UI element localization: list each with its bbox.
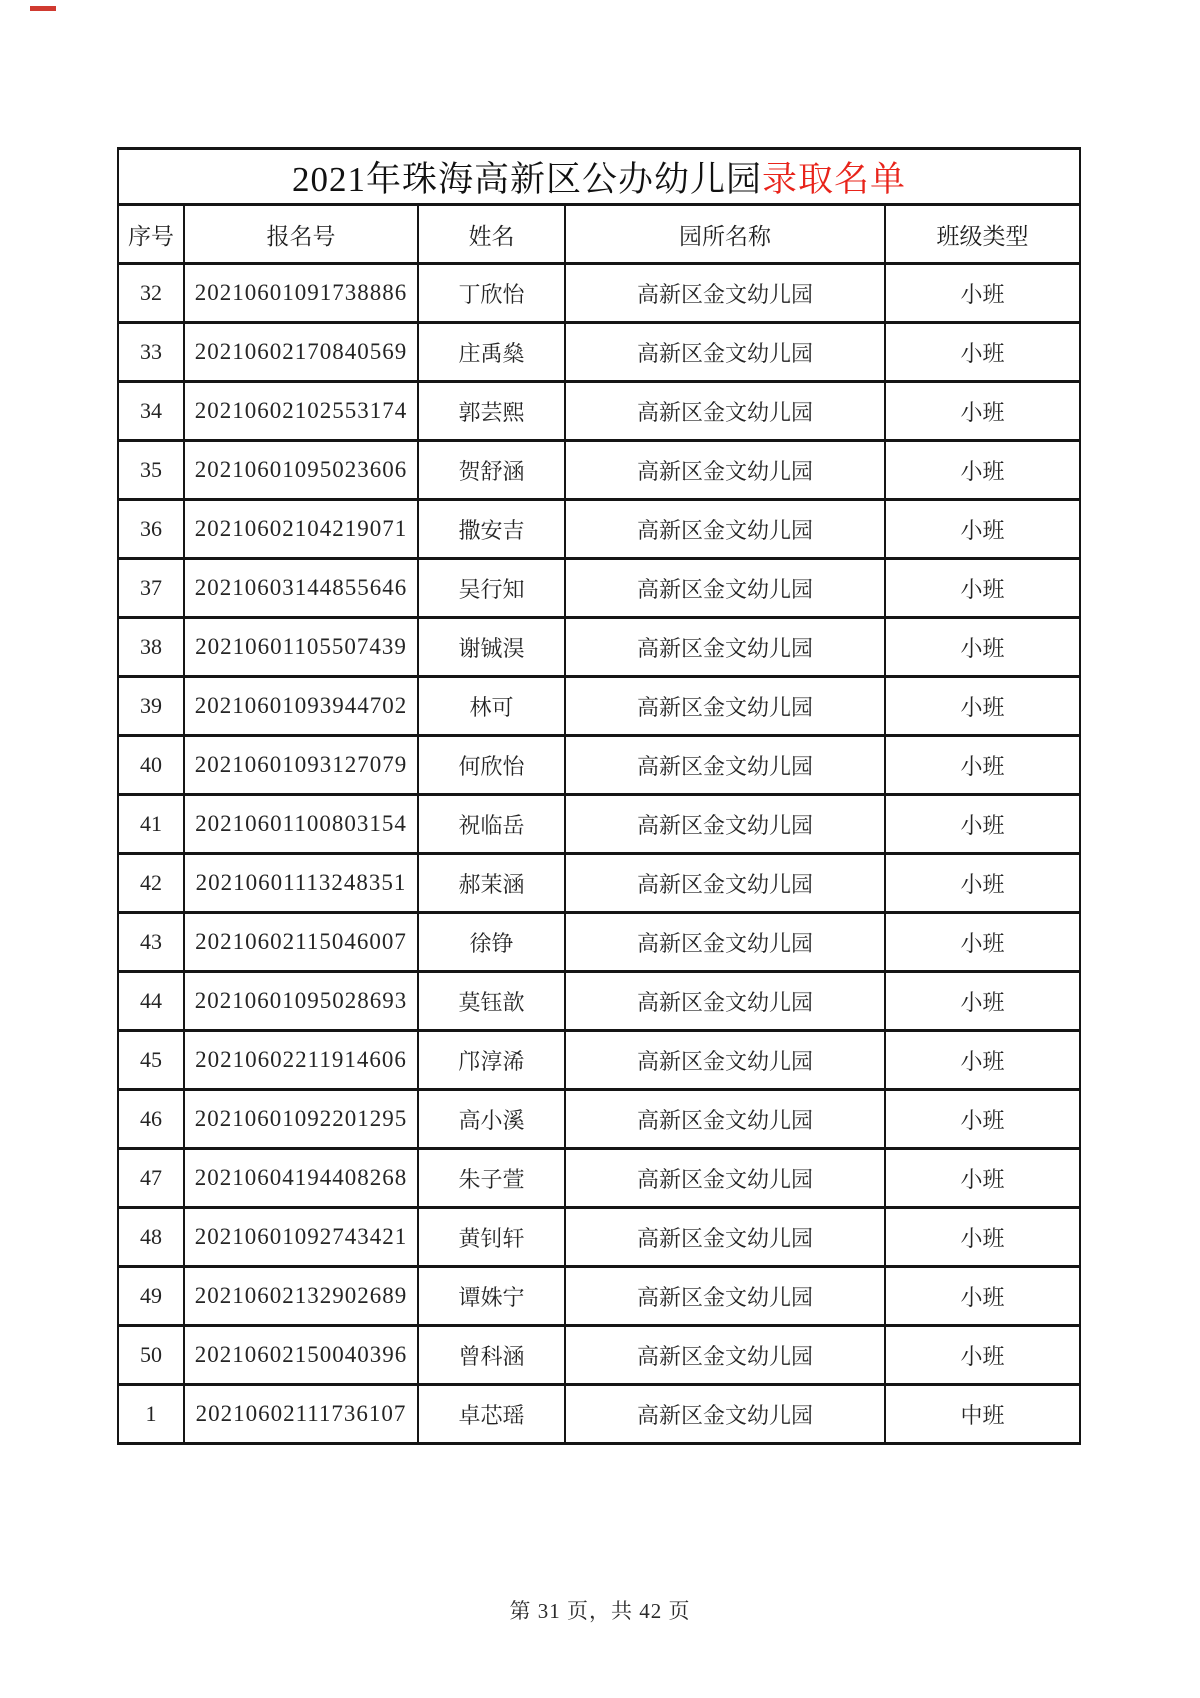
cell-name: 谢铖淏 xyxy=(418,618,565,677)
table-row xyxy=(118,618,1080,677)
table-row xyxy=(118,500,1080,559)
header-reg-no: 报名号 xyxy=(184,205,418,264)
cell-name: 撒安吉 xyxy=(418,500,565,559)
cell-name: 卓芯瑶 xyxy=(418,1385,565,1444)
cell-name: 庄禹燊 xyxy=(418,323,565,382)
cell-seq: 39 xyxy=(118,677,184,736)
cell-seq: 32 xyxy=(118,264,184,323)
table-row xyxy=(118,913,1080,972)
cell-class-type: 小班 xyxy=(885,1267,1080,1326)
cell-name: 高小溪 xyxy=(418,1090,565,1149)
table-row xyxy=(118,1267,1080,1326)
cell-reg-no: 20210602150040396 xyxy=(184,1326,418,1385)
page-title-red: 录取名单 xyxy=(762,159,907,199)
cell-reg-no: 20210602115046007 xyxy=(184,913,418,972)
table-row xyxy=(118,1149,1080,1208)
table-row xyxy=(118,323,1080,382)
cell-school: 高新区金文幼儿园 xyxy=(565,500,885,559)
cell-name: 邝淳浠 xyxy=(418,1031,565,1090)
cell-seq: 46 xyxy=(118,1090,184,1149)
cell-school: 高新区金文幼儿园 xyxy=(565,736,885,795)
cell-name: 丁欣怡 xyxy=(418,264,565,323)
cell-class-type: 小班 xyxy=(885,795,1080,854)
cell-seq: 38 xyxy=(118,618,184,677)
cell-school: 高新区金文幼儿园 xyxy=(565,1267,885,1326)
cell-reg-no: 20210601091738886 xyxy=(184,264,418,323)
cell-seq: 41 xyxy=(118,795,184,854)
cell-class-type: 小班 xyxy=(885,972,1080,1031)
cell-name: 谭姝宁 xyxy=(418,1267,565,1326)
table-row xyxy=(118,264,1080,323)
cell-name: 贺舒涵 xyxy=(418,441,565,500)
cell-seq: 36 xyxy=(118,500,184,559)
cell-school: 高新区金文幼儿园 xyxy=(565,1090,885,1149)
cell-school: 高新区金文幼儿园 xyxy=(565,1385,885,1444)
cell-seq: 43 xyxy=(118,913,184,972)
cell-reg-no: 20210602111736107 xyxy=(184,1385,418,1444)
cell-reg-no: 20210602211914606 xyxy=(184,1031,418,1090)
cell-reg-no: 20210602104219071 xyxy=(184,500,418,559)
cell-reg-no: 20210602102553174 xyxy=(184,382,418,441)
table-title-row xyxy=(118,149,1080,205)
cell-seq: 44 xyxy=(118,972,184,1031)
page-title xyxy=(118,149,1080,205)
cell-class-type: 小班 xyxy=(885,441,1080,500)
cell-name: 徐铮 xyxy=(418,913,565,972)
cell-name: 吴行知 xyxy=(418,559,565,618)
cell-reg-no: 20210604194408268 xyxy=(184,1149,418,1208)
cell-school: 高新区金文幼儿园 xyxy=(565,913,885,972)
cell-class-type: 小班 xyxy=(885,1208,1080,1267)
table-row xyxy=(118,677,1080,736)
scan-artifact-mark xyxy=(30,6,56,11)
cell-seq: 35 xyxy=(118,441,184,500)
cell-reg-no: 20210601092743421 xyxy=(184,1208,418,1267)
cell-seq: 49 xyxy=(118,1267,184,1326)
cell-school: 高新区金文幼儿园 xyxy=(565,795,885,854)
cell-school: 高新区金文幼儿园 xyxy=(565,559,885,618)
cell-class-type: 小班 xyxy=(885,1031,1080,1090)
table-row xyxy=(118,382,1080,441)
cell-seq: 47 xyxy=(118,1149,184,1208)
cell-class-type: 小班 xyxy=(885,618,1080,677)
cell-school: 高新区金文幼儿园 xyxy=(565,1208,885,1267)
cell-class-type: 小班 xyxy=(885,913,1080,972)
cell-class-type: 小班 xyxy=(885,1090,1080,1149)
cell-class-type: 小班 xyxy=(885,854,1080,913)
table-row xyxy=(118,559,1080,618)
cell-seq: 37 xyxy=(118,559,184,618)
admission-list-table xyxy=(117,147,1081,1445)
cell-school: 高新区金文幼儿园 xyxy=(565,677,885,736)
cell-reg-no: 20210601095028693 xyxy=(184,972,418,1031)
cell-school: 高新区金文幼儿园 xyxy=(565,1326,885,1385)
cell-class-type: 小班 xyxy=(885,677,1080,736)
cell-school: 高新区金文幼儿园 xyxy=(565,972,885,1031)
cell-name: 黄钊轩 xyxy=(418,1208,565,1267)
cell-school: 高新区金文幼儿园 xyxy=(565,618,885,677)
cell-name: 莫钰歆 xyxy=(418,972,565,1031)
cell-class-type: 中班 xyxy=(885,1385,1080,1444)
table-header-row xyxy=(118,205,1080,264)
cell-seq: 33 xyxy=(118,323,184,382)
cell-school: 高新区金文幼儿园 xyxy=(565,441,885,500)
header-school: 园所名称 xyxy=(565,205,885,264)
cell-class-type: 小班 xyxy=(885,1326,1080,1385)
cell-reg-no: 20210601100803154 xyxy=(184,795,418,854)
cell-class-type: 小班 xyxy=(885,1149,1080,1208)
cell-name: 郭芸熙 xyxy=(418,382,565,441)
table-row xyxy=(118,736,1080,795)
cell-reg-no: 20210601093127079 xyxy=(184,736,418,795)
cell-class-type: 小班 xyxy=(885,323,1080,382)
table-row xyxy=(118,441,1080,500)
cell-reg-no: 20210603144855646 xyxy=(184,559,418,618)
cell-class-type: 小班 xyxy=(885,264,1080,323)
cell-name: 祝临岳 xyxy=(418,795,565,854)
table-row xyxy=(118,854,1080,913)
cell-class-type: 小班 xyxy=(885,500,1080,559)
table-row xyxy=(118,795,1080,854)
cell-reg-no: 20210601092201295 xyxy=(184,1090,418,1149)
table-row xyxy=(118,972,1080,1031)
cell-seq: 1 xyxy=(118,1385,184,1444)
cell-school: 高新区金文幼儿园 xyxy=(565,264,885,323)
table-row xyxy=(118,1208,1080,1267)
cell-seq: 50 xyxy=(118,1326,184,1385)
cell-school: 高新区金文幼儿园 xyxy=(565,854,885,913)
header-class-type: 班级类型 xyxy=(885,205,1080,264)
header-seq: 序号 xyxy=(118,205,184,264)
cell-reg-no: 20210602132902689 xyxy=(184,1267,418,1326)
cell-school: 高新区金文幼儿园 xyxy=(565,382,885,441)
cell-reg-no: 20210601105507439 xyxy=(184,618,418,677)
cell-name: 林可 xyxy=(418,677,565,736)
table-row xyxy=(118,1326,1080,1385)
header-name: 姓名 xyxy=(418,205,565,264)
cell-school: 高新区金文幼儿园 xyxy=(565,1149,885,1208)
cell-reg-no: 20210601093944702 xyxy=(184,677,418,736)
cell-seq: 34 xyxy=(118,382,184,441)
cell-name: 郝茉涵 xyxy=(418,854,565,913)
table-row xyxy=(118,1385,1080,1444)
page-title-black: 2021年珠海高新区公办幼儿园 xyxy=(291,159,762,199)
cell-name: 曾科涵 xyxy=(418,1326,565,1385)
cell-reg-no: 20210601113248351 xyxy=(184,854,418,913)
cell-seq: 48 xyxy=(118,1208,184,1267)
cell-name: 朱子萱 xyxy=(418,1149,565,1208)
cell-seq: 42 xyxy=(118,854,184,913)
cell-school: 高新区金文幼儿园 xyxy=(565,323,885,382)
table-row xyxy=(118,1031,1080,1090)
cell-school: 高新区金文幼儿园 xyxy=(565,1031,885,1090)
cell-seq: 45 xyxy=(118,1031,184,1090)
cell-class-type: 小班 xyxy=(885,559,1080,618)
cell-reg-no: 20210601095023606 xyxy=(184,441,418,500)
table-row xyxy=(118,1090,1080,1149)
cell-name: 何欣怡 xyxy=(418,736,565,795)
cell-seq: 40 xyxy=(118,736,184,795)
cell-class-type: 小班 xyxy=(885,736,1080,795)
page-number-footer: 第 31 页，共 42 页 xyxy=(509,1599,691,1623)
cell-reg-no: 20210602170840569 xyxy=(184,323,418,382)
cell-class-type: 小班 xyxy=(885,382,1080,441)
